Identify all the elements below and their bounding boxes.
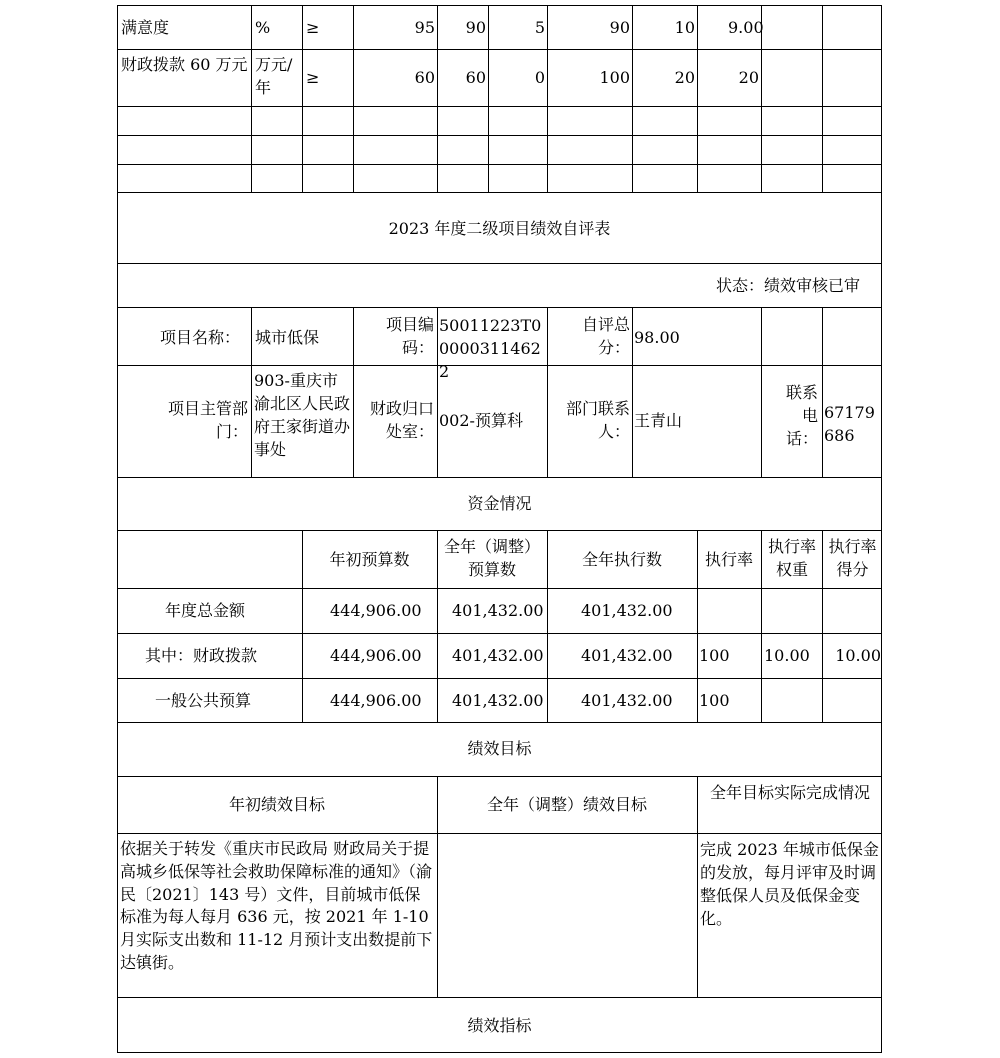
funds-header-rate: 执行率 (704, 550, 753, 569)
funds-adjusted: 401,432.00 (452, 601, 544, 620)
indicator-unit: % (255, 18, 271, 37)
dept-name: 903-重庆市渝北区人民政府王家街道办事处 (254, 371, 351, 459)
indicator-value: 90 (609, 18, 630, 37)
project-name-label: 项目名称： (160, 328, 241, 347)
funds-adjusted: 401,432.00 (452, 646, 544, 665)
goals-initial-text: 依据关于转发《重庆市民政局 财政局关于提高城乡低保等社会救助保障标准的通知》（渝民〔2021〕143 号）文件，目前城市低保标准为每人每月 636 元，按 2021 年 1-10 月实际支出数和 11-12 月预计支出数提前下达镇街。 (120, 839, 433, 972)
funds-section-title: 资金情况 (467, 494, 532, 513)
indicator-name: 财政拨款 60 万元 (121, 55, 248, 74)
funds-budget: 444,906.00 (330, 691, 422, 710)
project-name: 城市低保 (255, 328, 320, 347)
indicator-operator: ≥ (306, 68, 320, 87)
project-code-label: 项目编码： (385, 315, 434, 357)
indicator-value: 5 (534, 18, 545, 37)
status-value: 绩效审核已审 (764, 276, 861, 295)
self-score: 98.00 (634, 328, 680, 347)
indicator-name: 满意度 (121, 18, 170, 37)
indicators-section-title: 绩效指标 (467, 1016, 532, 1035)
indicator-value: 90 (465, 18, 486, 37)
status-label: 状态： (716, 276, 765, 295)
project-code: 50011223T000003114622 (439, 316, 542, 381)
funds-rate: 100 (699, 646, 730, 665)
contact-label: 部门联系人： (565, 399, 630, 441)
phone-number: 67179686 (824, 403, 875, 445)
goals-section-title: 绩效目标 (467, 739, 532, 758)
funds-executed: 401,432.00 (581, 646, 673, 665)
funds-row-label: 其中：财政拨款 (145, 646, 258, 665)
goals-header-adjusted: 全年（调整）绩效目标 (486, 795, 647, 814)
indicator-value: 60 (414, 68, 435, 87)
funds-rate: 100 (699, 691, 730, 710)
indicator-unit: 万元/年 (255, 55, 293, 97)
funds-row-label: 年度总金额 (165, 601, 246, 620)
indicator-score: 20 (738, 68, 759, 87)
indicator-score: 9.00 (728, 18, 764, 37)
goals-header-initial: 年初绩效目标 (228, 795, 325, 814)
indicator-value: 95 (414, 18, 435, 37)
funds-executed: 401,432.00 (581, 691, 673, 710)
finance-office: 002-预算科 (439, 411, 523, 430)
status-block (716, 274, 860, 297)
form-title: 2023 年度二级项目绩效自评表 (388, 219, 611, 238)
phone-label: 联系电话： (785, 383, 818, 448)
indicator-value: 100 (599, 68, 630, 87)
funds-header-executed: 全年执行数 (581, 550, 662, 569)
funds-executed: 401,432.00 (581, 601, 673, 620)
funds-budget: 444,906.00 (330, 646, 422, 665)
funds-header-score: 执行率得分 (828, 537, 877, 579)
indicator-value: 10 (674, 18, 695, 37)
indicator-value: 60 (465, 68, 486, 87)
contact-person: 王青山 (634, 411, 683, 430)
goals-header-actual: 全年目标实际完成情况 (709, 783, 870, 802)
funds-weight: 10.00 (764, 646, 810, 665)
indicator-value: 20 (674, 68, 695, 87)
funds-adjusted: 401,432.00 (452, 691, 544, 710)
funds-header-budget: 年初预算数 (329, 550, 410, 569)
finance-office-label: 财政归口处室： (369, 399, 434, 441)
indicator-value: 0 (534, 68, 545, 87)
goals-actual-text: 完成 2023 年城市低保金的发放，每月评审及时调整低保人员及低保金变化。 (700, 840, 879, 928)
indicator-operator: ≥ (306, 18, 320, 37)
funds-row-label: 一般公共预算 (155, 691, 252, 710)
funds-budget: 444,906.00 (330, 601, 422, 620)
funds-header-adjusted: 全年（调整）预算数 (443, 537, 540, 579)
dept-label: 项目主管部门： (167, 399, 248, 441)
score-label: 自评总分： (581, 315, 630, 357)
funds-score: 10.00 (835, 646, 881, 665)
funds-header-weight: 执行率权重 (767, 537, 816, 579)
